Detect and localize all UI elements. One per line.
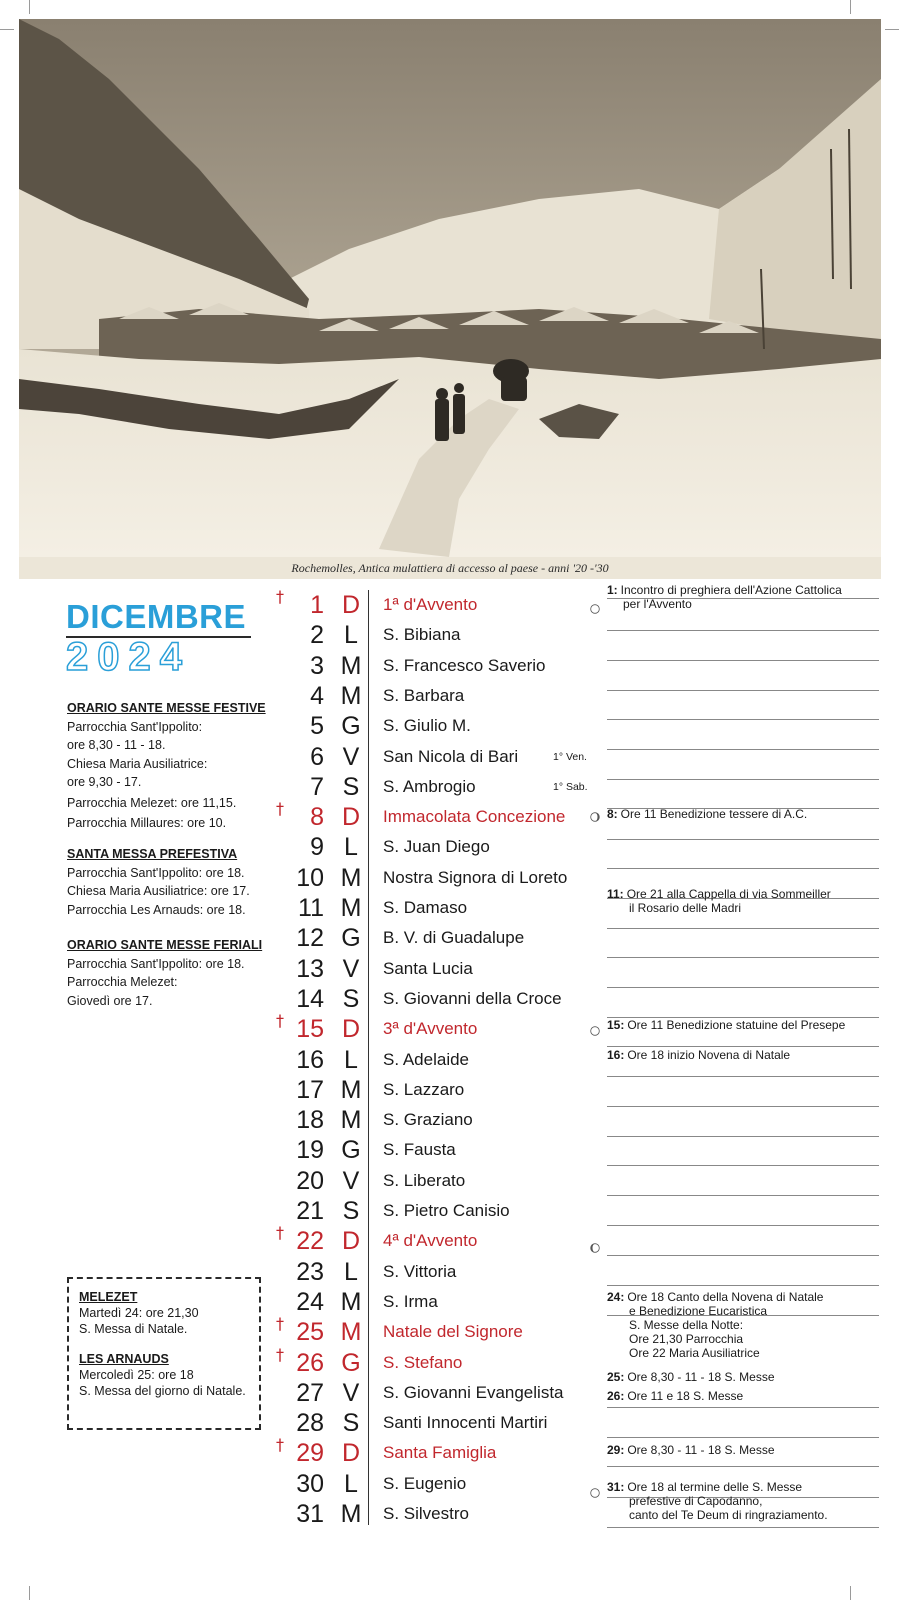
day-row bbox=[0, 651, 600, 681]
day-row bbox=[0, 587, 600, 620]
day-of-week: G bbox=[341, 924, 361, 953]
note-entry bbox=[607, 1290, 877, 1360]
cross-icon: † bbox=[276, 1011, 284, 1031]
day-row bbox=[0, 1378, 600, 1408]
header-photo bbox=[19, 19, 881, 557]
day-of-week: M bbox=[340, 863, 362, 892]
note-line-text: Ore 11 e 18 S. Messe bbox=[627, 1389, 744, 1403]
cross-icon: † bbox=[276, 1344, 284, 1364]
day-of-week: M bbox=[340, 1287, 362, 1316]
day-row bbox=[0, 1223, 600, 1256]
day-number: 31 bbox=[296, 1500, 324, 1528]
day-number: 19 bbox=[296, 1136, 324, 1165]
note-line bbox=[607, 1106, 879, 1107]
day-row bbox=[0, 711, 600, 741]
note-entry bbox=[607, 583, 877, 611]
day-row bbox=[0, 799, 600, 832]
saint-name: Natale del Signore bbox=[383, 1322, 523, 1342]
day-of-week: G bbox=[341, 1136, 361, 1165]
day-of-week: M bbox=[340, 1075, 362, 1104]
note-line-text: Ore 18 Canto della Novena di Natale bbox=[627, 1290, 824, 1304]
note-text bbox=[607, 1290, 877, 1304]
day-row bbox=[0, 1196, 600, 1226]
note-entry bbox=[607, 887, 877, 915]
saint-name: Santi Innocenti Martiri bbox=[383, 1413, 548, 1433]
day-number: 17 bbox=[296, 1075, 324, 1104]
day-of-week: M bbox=[340, 894, 362, 922]
moon-phase-icon bbox=[590, 1488, 600, 1498]
note-line-text: Ore 8,30 - 11 - 18 S. Messe bbox=[627, 1443, 775, 1457]
note-line bbox=[607, 1136, 879, 1137]
day-row bbox=[0, 1287, 600, 1317]
note-day: 25: bbox=[607, 1370, 625, 1384]
note-text bbox=[607, 1370, 877, 1384]
note-line bbox=[607, 719, 879, 720]
day-of-week: V bbox=[342, 742, 360, 771]
day-row bbox=[0, 1105, 600, 1135]
day-of-week: S bbox=[342, 772, 360, 801]
note-day: 29: bbox=[607, 1443, 625, 1457]
note-text: e Benedizione Eucaristica bbox=[629, 1304, 768, 1318]
note-line bbox=[607, 1466, 879, 1467]
note-day: 24: bbox=[607, 1290, 625, 1304]
day-suffix: 1° Ven. bbox=[553, 750, 587, 763]
prefestiva-title: SANTA MESSA PREFESTIVA bbox=[67, 847, 238, 861]
day-of-week: G bbox=[341, 1348, 361, 1377]
note-line bbox=[607, 1195, 879, 1196]
day-row bbox=[0, 1257, 600, 1287]
day-row bbox=[0, 923, 600, 953]
day-number: 9 bbox=[310, 833, 324, 862]
note-line bbox=[607, 1255, 879, 1256]
saint-name: S. Fausta bbox=[383, 1140, 456, 1160]
note-entry bbox=[607, 1018, 877, 1032]
day-of-week: M bbox=[340, 681, 362, 710]
note-entry bbox=[607, 807, 877, 821]
day-row bbox=[0, 1166, 600, 1196]
day-row bbox=[0, 1075, 600, 1105]
note-line-text: Ore 18 inizio Novena di Natale bbox=[627, 1048, 791, 1062]
note-text: il Rosario delle Madri bbox=[629, 901, 742, 915]
note-line bbox=[607, 1225, 879, 1226]
note-text bbox=[607, 807, 877, 821]
note-line bbox=[607, 1285, 879, 1286]
note-line bbox=[607, 1165, 879, 1166]
note-line-text: Ore 18 al termine delle S. Messe bbox=[627, 1480, 803, 1494]
day-number: 14 bbox=[296, 984, 324, 1013]
day-row bbox=[0, 742, 600, 772]
saint-name: S. Damaso bbox=[383, 898, 468, 917]
note-day: 16: bbox=[607, 1048, 625, 1062]
day-number: 28 bbox=[296, 1409, 324, 1438]
prefestiva-line: Chiesa Maria Ausiliatrice: ore 17. bbox=[67, 884, 250, 898]
day-of-week: S bbox=[342, 1197, 360, 1225]
day-row bbox=[0, 772, 600, 802]
feriali-line: Giovedì ore 17. bbox=[67, 993, 153, 1008]
saint-name: S. Barbara bbox=[383, 685, 465, 705]
prefestiva-line: Parrocchia Les Arnauds: ore 18. bbox=[67, 902, 246, 917]
day-number: 15 bbox=[296, 1015, 324, 1044]
day-of-week: D bbox=[341, 1439, 361, 1468]
day-number: 16 bbox=[296, 1045, 324, 1074]
saint-name: S. Francesco Saverio bbox=[383, 655, 546, 675]
moon-phase-icon bbox=[590, 604, 600, 614]
day-of-week: M bbox=[340, 651, 362, 680]
note-text bbox=[607, 1018, 877, 1032]
note-text: prefestive di Capodanno, bbox=[629, 1494, 763, 1508]
note-day: 15: bbox=[607, 1018, 625, 1032]
saint-name: S. Liberato bbox=[383, 1170, 466, 1190]
melezet-line: S. Messa di Natale. bbox=[79, 1322, 188, 1336]
saint-name: S. Silvestro bbox=[383, 1504, 469, 1523]
day-number: 7 bbox=[310, 772, 324, 801]
note-text bbox=[607, 1048, 877, 1062]
day-of-week: L bbox=[344, 621, 358, 650]
day-row bbox=[0, 984, 600, 1014]
day-number: 5 bbox=[310, 712, 324, 741]
melezet-line: Martedì 24: ore 21,30 bbox=[79, 1306, 199, 1320]
saint-name: B. V. di Guadalupe bbox=[383, 928, 525, 948]
saint-name: Immacolata Concezione bbox=[383, 807, 566, 827]
note-line bbox=[607, 630, 879, 631]
saint-name: S. Juan Diego bbox=[383, 837, 490, 857]
day-number: 3 bbox=[310, 651, 324, 680]
day-of-week: G bbox=[341, 712, 361, 741]
day-of-week: D bbox=[341, 1227, 361, 1256]
note-line-text: Ore 21 alla Cappella di via Sommeiller bbox=[626, 887, 831, 901]
note-entry bbox=[607, 1389, 877, 1403]
feriali-line: Parrocchia Melezet: bbox=[67, 975, 178, 989]
cross-icon: † bbox=[276, 799, 284, 819]
day-number: 23 bbox=[296, 1257, 324, 1286]
day-of-week: L bbox=[344, 1469, 358, 1498]
note-line-text: Ore 8,30 - 11 - 18 S. Messe bbox=[627, 1370, 775, 1384]
day-number: 18 bbox=[296, 1106, 324, 1135]
saint-name: 1ª d'Avvento bbox=[383, 595, 478, 614]
day-of-week: M bbox=[340, 1106, 362, 1135]
day-row bbox=[0, 1344, 600, 1378]
note-day: 26: bbox=[607, 1389, 625, 1403]
saint-name: S. Eugenio bbox=[383, 1473, 467, 1493]
note-text bbox=[607, 583, 877, 597]
feriali-title: ORARIO SANTE MESSE FERIALI bbox=[67, 938, 263, 952]
saint-name: S. Giovanni della Croce bbox=[383, 988, 562, 1008]
day-row bbox=[0, 1314, 600, 1347]
year-text: 2024 bbox=[66, 641, 191, 677]
day-row bbox=[0, 1011, 600, 1044]
day-of-week: S bbox=[342, 984, 360, 1013]
saint-name: S. Stefano bbox=[383, 1352, 463, 1372]
note-line-text: Ore 11 Benedizione statuine del Presepe bbox=[627, 1018, 846, 1032]
melezet-title: MELEZET bbox=[79, 1290, 138, 1304]
note-line bbox=[607, 749, 879, 750]
day-number: 1 bbox=[310, 591, 324, 619]
day-of-week: L bbox=[344, 833, 358, 862]
cross-icon: † bbox=[276, 1435, 284, 1455]
day-number: 12 bbox=[296, 924, 324, 953]
crop-mark bbox=[29, 1586, 30, 1600]
moon-phase-icon bbox=[590, 812, 600, 822]
day-of-week: V bbox=[342, 954, 360, 983]
day-row bbox=[0, 863, 600, 893]
photo-caption: Rochemolles, Antica mulattiera di accesso al paese - anni '20 -'30 bbox=[19, 557, 881, 579]
moon-phase-icon bbox=[590, 1026, 600, 1036]
saint-name: S. Adelaide bbox=[383, 1049, 470, 1069]
note-line bbox=[607, 868, 879, 869]
crop-mark bbox=[29, 0, 30, 14]
month-title: DICEMBRE bbox=[66, 598, 247, 635]
feriali-line: Parrocchia Sant'Ippolito: ore 18. bbox=[67, 956, 245, 971]
saint-name: S. Graziano bbox=[383, 1110, 473, 1130]
day-number: 8 bbox=[310, 803, 324, 832]
day-of-week: M bbox=[340, 1500, 362, 1528]
saint-name: San Nicola di Bari bbox=[383, 746, 519, 766]
day-row bbox=[0, 1135, 600, 1165]
day-number: 30 bbox=[296, 1469, 324, 1498]
day-row bbox=[0, 681, 600, 711]
crop-mark bbox=[850, 0, 851, 14]
arnauds-line: Mercoledì 25: ore 18 bbox=[79, 1368, 194, 1382]
day-of-week: L bbox=[344, 1257, 358, 1286]
day-number: 29 bbox=[296, 1439, 324, 1468]
day-row bbox=[0, 954, 600, 984]
day-row bbox=[0, 893, 600, 923]
note-line bbox=[607, 987, 879, 988]
cross-icon: † bbox=[276, 1223, 284, 1243]
saint-name: S. Ambrogio bbox=[383, 776, 476, 796]
day-of-week: D bbox=[341, 803, 361, 832]
arnauds-title: LES ARNAUDS bbox=[79, 1352, 169, 1366]
note-text: Ore 21,30 Parrocchia bbox=[629, 1332, 744, 1346]
saint-name: Santa Famiglia bbox=[383, 1443, 497, 1463]
crop-mark bbox=[0, 29, 14, 30]
day-row bbox=[0, 832, 600, 862]
note-day: 1: bbox=[607, 583, 618, 597]
cross-icon: † bbox=[276, 1314, 284, 1334]
note-entry bbox=[607, 1048, 877, 1062]
note-line bbox=[607, 1076, 879, 1077]
saint-name: S. Giulio M. bbox=[383, 716, 471, 736]
day-number: 25 bbox=[296, 1318, 324, 1347]
saint-name: Santa Lucia bbox=[383, 958, 473, 978]
note-line bbox=[607, 1437, 879, 1438]
festive-line: ore 8,30 - 11 - 18. bbox=[67, 738, 166, 752]
note-line bbox=[607, 1407, 879, 1408]
day-row bbox=[0, 1469, 600, 1499]
saint-name: S. Bibiana bbox=[383, 625, 461, 645]
cross-icon: † bbox=[276, 587, 284, 606]
day-of-week: M bbox=[340, 1318, 362, 1347]
note-line bbox=[607, 779, 879, 780]
note-line-text: Ore 11 Benedizione tessere di A.C. bbox=[620, 807, 808, 821]
note-text: S. Messe della Notte: bbox=[629, 1318, 744, 1332]
crop-mark bbox=[885, 29, 899, 30]
day-number: 21 bbox=[296, 1197, 324, 1225]
festive-title: ORARIO SANTE MESSE FESTIVE bbox=[67, 701, 266, 715]
note-line bbox=[607, 690, 879, 691]
note-line bbox=[607, 957, 879, 958]
note-day: 31: bbox=[607, 1480, 625, 1494]
moon-phase-icon bbox=[590, 1243, 600, 1253]
note-text bbox=[607, 1389, 877, 1403]
day-of-week: D bbox=[341, 1015, 361, 1044]
festive-line: Chiesa Maria Ausiliatrice: bbox=[67, 756, 208, 771]
note-entry bbox=[607, 1370, 877, 1384]
note-text: canto del Te Deum di ringraziamento. bbox=[629, 1508, 828, 1522]
day-number: 22 bbox=[296, 1227, 324, 1256]
festive-line: Parrocchia Sant'Ippolito: bbox=[67, 719, 203, 734]
day-number: 20 bbox=[296, 1166, 324, 1195]
festive-line: ore 9,30 - 17. bbox=[67, 775, 142, 789]
day-number: 27 bbox=[296, 1378, 324, 1407]
note-day: 11: bbox=[607, 887, 624, 901]
saint-name: 4ª d'Avvento bbox=[383, 1231, 478, 1251]
day-row bbox=[0, 1045, 600, 1075]
festive-line: Parrocchia Melezet: ore 11,15. bbox=[67, 795, 237, 810]
note-line bbox=[607, 928, 879, 929]
day-number: 4 bbox=[310, 681, 324, 710]
note-line bbox=[607, 660, 879, 661]
day-suffix: 1° Sab. bbox=[553, 780, 588, 793]
note-text: per l'Avvento bbox=[623, 597, 692, 611]
arnauds-line: S. Messa del giorno di Natale. bbox=[79, 1384, 246, 1398]
note-text bbox=[607, 1480, 877, 1494]
saint-name: 3ª d'Avvento bbox=[383, 1019, 478, 1039]
note-line bbox=[607, 839, 879, 840]
day-number: 13 bbox=[296, 954, 324, 983]
note-entry bbox=[607, 1480, 877, 1522]
day-of-week: S bbox=[342, 1409, 360, 1438]
day-of-week: V bbox=[342, 1166, 360, 1195]
day-row bbox=[0, 620, 600, 650]
saint-name: S. Pietro Canisio bbox=[383, 1201, 510, 1220]
day-row bbox=[0, 1499, 600, 1529]
day-row bbox=[0, 1408, 600, 1438]
crop-mark bbox=[850, 1586, 851, 1600]
prefestiva-line: Parrocchia Sant'Ippolito: ore 18. bbox=[67, 865, 245, 880]
saint-name: S. Lazzaro bbox=[383, 1079, 465, 1099]
note-line bbox=[607, 1527, 879, 1528]
day-of-week: L bbox=[344, 1045, 358, 1074]
saint-name: S. Irma bbox=[383, 1291, 438, 1311]
note-entry bbox=[607, 1443, 877, 1457]
saint-name: S. Giovanni Evangelista bbox=[383, 1382, 564, 1402]
day-number: 24 bbox=[296, 1287, 324, 1316]
note-text: Ore 22 Maria Ausiliatrice bbox=[629, 1346, 760, 1360]
festive-line: Parrocchia Millaures: ore 10. bbox=[67, 816, 227, 830]
note-line bbox=[607, 1046, 879, 1047]
day-number: 10 bbox=[296, 863, 324, 892]
note-text bbox=[607, 887, 877, 901]
saint-name: Nostra Signora di Loreto bbox=[383, 867, 568, 887]
note-line-text: Incontro di preghiera dell'Azione Cattolica bbox=[620, 583, 842, 597]
day-number: 11 bbox=[298, 894, 324, 922]
day-number: 6 bbox=[310, 742, 324, 771]
day-number: 26 bbox=[296, 1348, 324, 1377]
day-of-week: V bbox=[342, 1378, 360, 1407]
day-of-week: D bbox=[341, 591, 361, 619]
saint-name: S. Vittoria bbox=[383, 1261, 457, 1281]
note-day: 8: bbox=[607, 807, 618, 821]
day-number: 2 bbox=[310, 621, 324, 650]
note-text bbox=[607, 1443, 877, 1457]
day-row bbox=[0, 1435, 600, 1468]
